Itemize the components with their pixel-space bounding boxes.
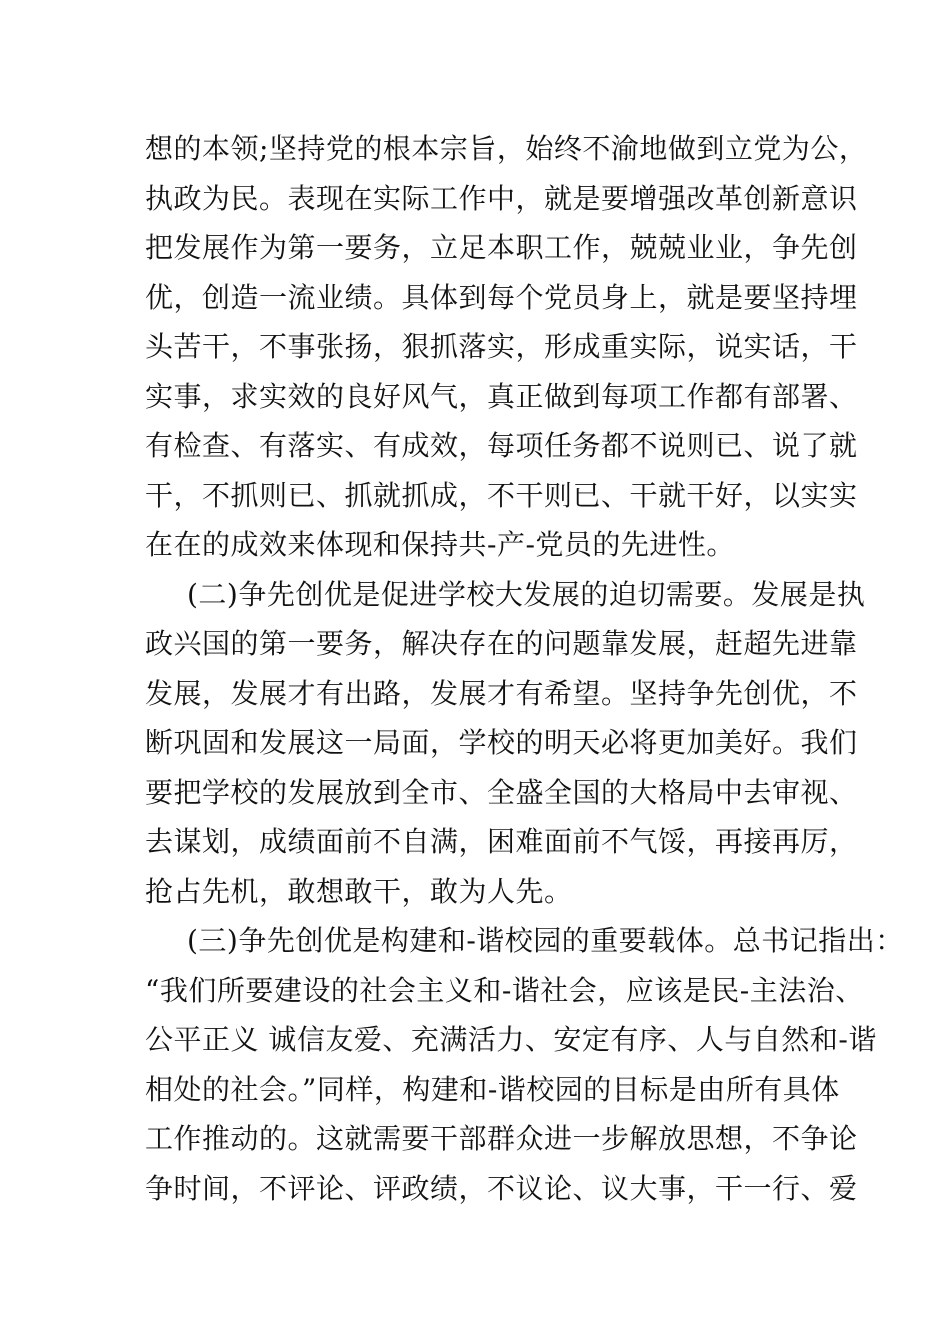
text-line: 头苦干，不事张扬，狠抓落实，形成重实际，说实话，干: [145, 330, 858, 363]
text-line: 抢占先机，敢想敢干，敢为人先。: [145, 874, 573, 908]
text-line: 干，不抓则已、抓就抓成，不干则已、干就干好，以实实: [145, 478, 858, 512]
text-line: 政兴国的第一要务，解决存在的问题靠发展，赶超先进靠: [145, 627, 858, 660]
text-line: 工作推动的。这就需要干部群众进一步解放思想，不争论: [145, 1122, 858, 1155]
body-text: [145, 124, 904, 1213]
text-line: “我们所要建设的社会主义和-谐社会，应该是民-主法治、: [145, 973, 864, 1007]
text-line: 优，创造一流业绩。具体到每个党员身上，就是要坚持埋: [145, 280, 858, 314]
text-line: 有检查、有落实、有成效，每项任务都不说则已、说了就: [145, 429, 858, 462]
text-line: 实事，求实效的良好风气，真正做到每项工作都有部署、: [145, 379, 858, 413]
text-line: 执政为民。表现在实际工作中，就是要增强改革创新意识: [145, 181, 858, 215]
text-line: 发展，发展才有出路，发展才有希望。坚持争先创优，不: [145, 676, 858, 710]
text-line: 要把学校的发展放到全市、全盛全国的大格局中去审视、: [145, 775, 858, 809]
text-line: 把发展作为第一要务，立足本职工作，兢兢业业，争先创: [145, 231, 858, 264]
paragraph-start-line: (二)争先创优是促进学校大发展的迫切需要。发展是执: [187, 577, 866, 611]
paragraph-start-line: (三)争先创优是构建和-谐校园的重要载体。总书记指出：: [187, 924, 904, 957]
text-line: 争时间，不评论、评政绩，不议论、议大事，干一行、爱: [145, 1171, 858, 1205]
text-line: 相处的社会。”同样，构建和-谐校园的目标是由所有具体: [145, 1072, 840, 1106]
text-line: 断巩固和发展这一局面，学校的明天必将更加美好。我们: [145, 726, 858, 759]
text-line: 公平正义 诚信友爱、充满活力、安定有序、人与自然和-谐: [145, 1023, 877, 1056]
text-line: 在在的成效来体现和保持共-产-党员的先进性。: [145, 528, 735, 561]
text-line: 想的本领;坚持党的根本宗旨，始终不渝地做到立党为公，: [145, 132, 868, 165]
text-line: 去谋划，成绩面前不自满，困难面前不气馁，再接再厉，: [145, 825, 858, 858]
